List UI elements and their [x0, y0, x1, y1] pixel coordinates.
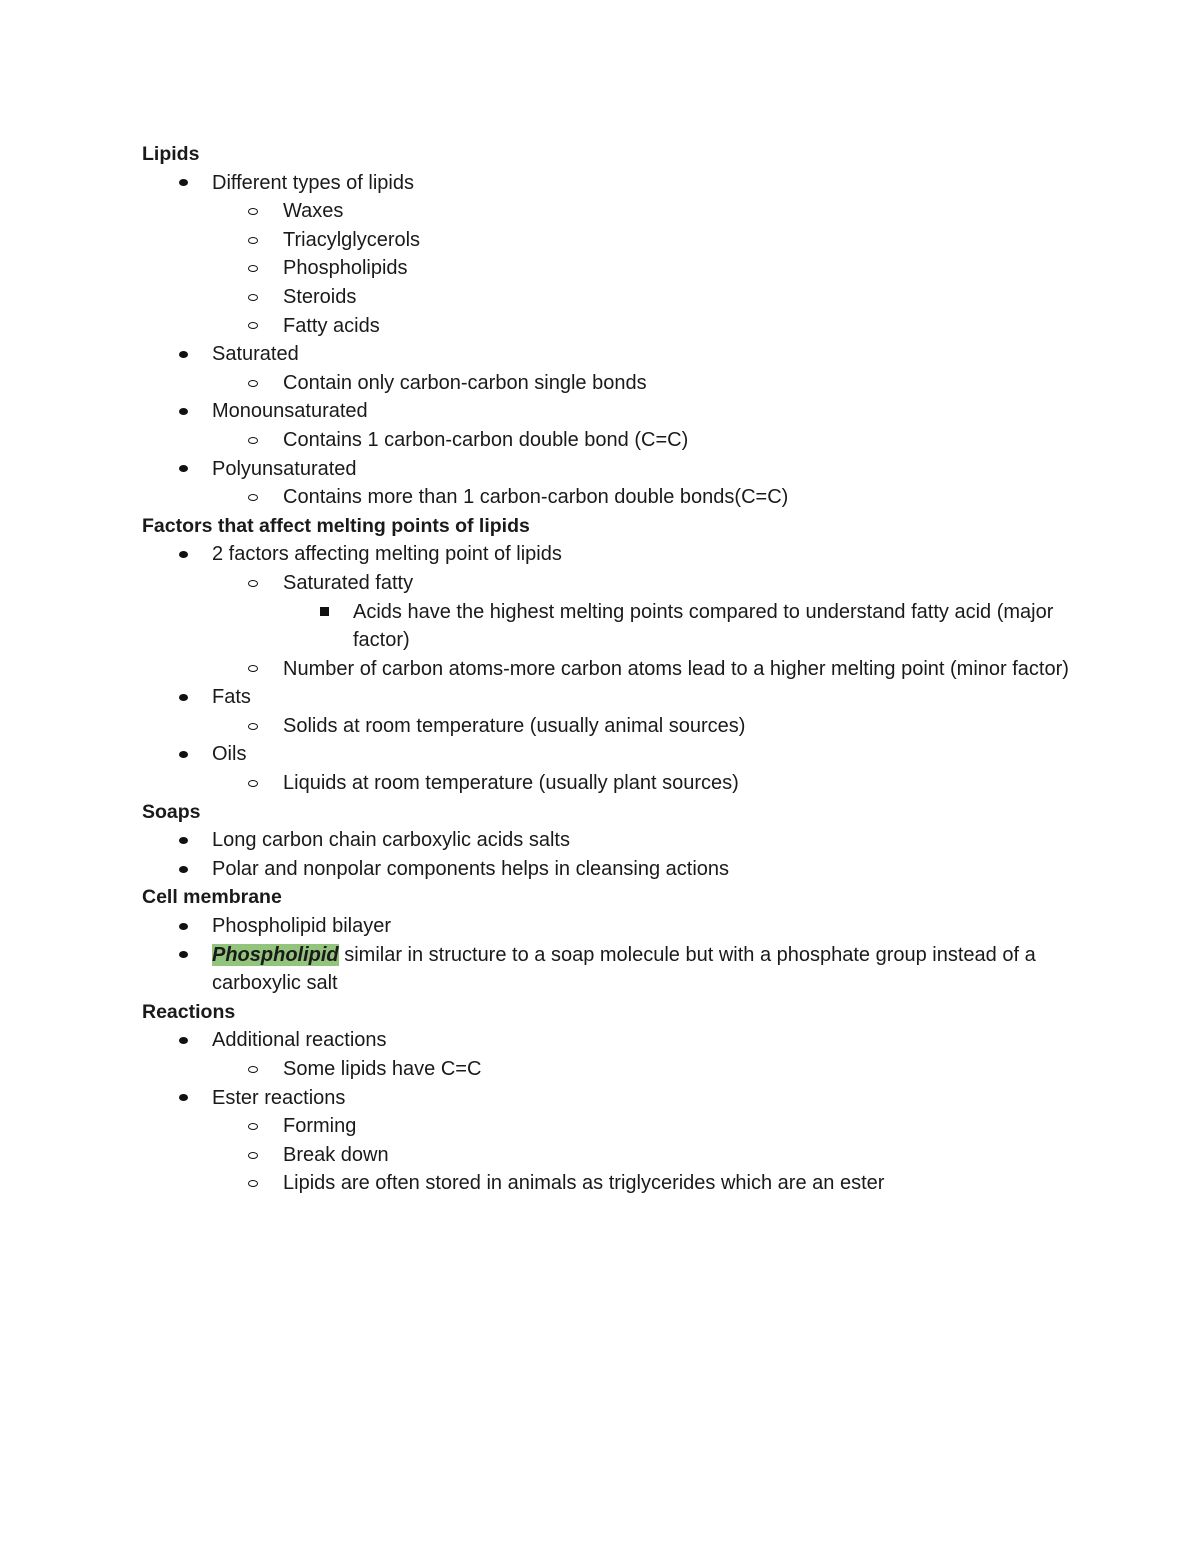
- list-item-text: Polar and nonpolar components helps in cleansing actions: [212, 857, 730, 880]
- section-heading: Reactions: [142, 1000, 236, 1023]
- list-item-text: 2 factors affecting melting point of lipids: [212, 543, 562, 566]
- bullet-circle-icon: [246, 1112, 260, 1141]
- section-heading: Lipids: [142, 143, 200, 165]
- list-item-text: Saturated fatty: [283, 571, 414, 594]
- list-item: [142, 540, 1072, 569]
- list-item: [142, 941, 1072, 998]
- list-item-text: Phospholipid bilayer: [212, 915, 392, 938]
- list-item-text: Contains 1 carbon-carbon double bond (C=C): [283, 428, 689, 451]
- list-item-text: Monounsaturated: [212, 400, 368, 423]
- bullet-circle-icon: [246, 312, 260, 341]
- bullet-circle-icon: [246, 369, 260, 398]
- bullet-circle-icon: [246, 569, 260, 598]
- list-item: [142, 683, 1072, 712]
- list-item: [142, 826, 1072, 855]
- list-item-text: Solids at room temperature (usually animal sources): [283, 714, 746, 737]
- highlighted-term: Phospholipid: [212, 943, 339, 966]
- list-item-text: Saturated: [212, 343, 299, 366]
- list-item: [142, 397, 1072, 426]
- bullet-circle-icon: [246, 1169, 260, 1198]
- bullet-circle-icon: [246, 483, 260, 512]
- list-item: [142, 1112, 1072, 1141]
- bullet-circle-icon: [246, 254, 260, 283]
- list-item: [142, 483, 1072, 512]
- list-item: [142, 769, 1072, 798]
- section-heading: Cell membrane: [142, 886, 282, 909]
- bullet-dot-icon: [176, 855, 190, 884]
- section-heading: Factors that affect melting points of lipids: [142, 514, 530, 537]
- list-item-text: similar in structure to a soap molecule but with a phosphate group instead of a carboxylic salt: [212, 943, 1036, 995]
- list-item: [142, 598, 1072, 655]
- list-item-text: Acids have the highest melting points compared to understand fatty acid (major factor): [353, 600, 1054, 652]
- list-item: [142, 283, 1072, 312]
- list-item-text: Number of carbon atoms-more carbon atoms lead to a higher melting point (minor factor): [283, 657, 1069, 680]
- bullet-dot-icon: [176, 540, 190, 569]
- bullet-dot-icon: [176, 740, 190, 769]
- list-item-text: Some lipids have C=C: [283, 1058, 482, 1080]
- list-item-text: Long carbon chain carboxylic acids salts: [212, 829, 570, 852]
- bullet-dot-icon: [176, 397, 190, 426]
- list-item-text: Contains more than 1 carbon-carbon double bonds(C=C): [283, 486, 789, 509]
- list-item-text: Additional reactions: [212, 1029, 387, 1052]
- list-item: [142, 226, 1072, 255]
- list-item: [142, 740, 1072, 769]
- bullet-circle-icon: [246, 1141, 260, 1170]
- list-item-text: Different types of lipids: [212, 171, 414, 194]
- list-item: [142, 712, 1072, 741]
- list-item: [142, 254, 1072, 283]
- list-item: [142, 1141, 1072, 1170]
- bullet-dot-icon: [176, 340, 190, 369]
- list-item: [142, 1026, 1072, 1055]
- list-item-text: Polyunsaturated: [212, 457, 357, 480]
- list-item: [142, 569, 1072, 598]
- list-item-text: Triacylglycerols: [283, 228, 421, 251]
- bullet-dot-icon: [176, 1084, 190, 1113]
- bullet-dot-icon: [176, 169, 190, 198]
- list-item: [142, 197, 1072, 226]
- bullet-dot-icon: [176, 826, 190, 855]
- bullet-dot-icon: [176, 941, 190, 970]
- list-item: [142, 369, 1072, 398]
- list-item-text: Phospholipids: [283, 257, 408, 280]
- document-body: [142, 140, 1072, 1198]
- list-item-text: Fats: [212, 686, 251, 709]
- bullet-dot-icon: [176, 455, 190, 484]
- bullet-dot-icon: [176, 912, 190, 941]
- list-item-text: Steroids: [283, 285, 357, 308]
- list-item: [142, 1169, 1072, 1198]
- list-item-text: Waxes: [283, 200, 344, 223]
- list-item-text: Liquids at room temperature (usually plant sources): [283, 772, 739, 795]
- bullet-circle-icon: [246, 769, 260, 798]
- list-item: [142, 455, 1072, 484]
- list-item: [142, 1055, 1072, 1084]
- section-heading: Soaps: [142, 800, 201, 823]
- list-item: [142, 169, 1072, 198]
- list-item-text: Lipids are often stored in animals as triglycerides which are an ester: [283, 1172, 885, 1195]
- list-item: [142, 855, 1072, 884]
- list-item: [142, 340, 1072, 369]
- bullet-square-icon: [317, 598, 331, 627]
- list-item-text: Contain only carbon-carbon single bonds: [283, 371, 647, 394]
- bullet-circle-icon: [246, 226, 260, 255]
- bullet-circle-icon: [246, 426, 260, 455]
- bullet-circle-icon: [246, 197, 260, 226]
- bullet-circle-icon: [246, 655, 260, 684]
- bullet-dot-icon: [176, 1026, 190, 1055]
- list-item: [142, 1084, 1072, 1113]
- list-item-text: Ester reactions: [212, 1086, 346, 1109]
- bullet-circle-icon: [246, 283, 260, 312]
- bullet-circle-icon: [246, 712, 260, 741]
- bullet-circle-icon: [246, 1055, 260, 1084]
- list-item-text: Oils: [212, 743, 247, 766]
- list-item-text: Forming: [283, 1115, 357, 1138]
- list-item-text: Break down: [283, 1143, 389, 1166]
- list-item: [142, 312, 1072, 341]
- list-item: [142, 655, 1072, 684]
- list-item: [142, 426, 1072, 455]
- list-item-text: Fatty acids: [283, 314, 380, 337]
- bullet-dot-icon: [176, 683, 190, 712]
- list-item: [142, 912, 1072, 941]
